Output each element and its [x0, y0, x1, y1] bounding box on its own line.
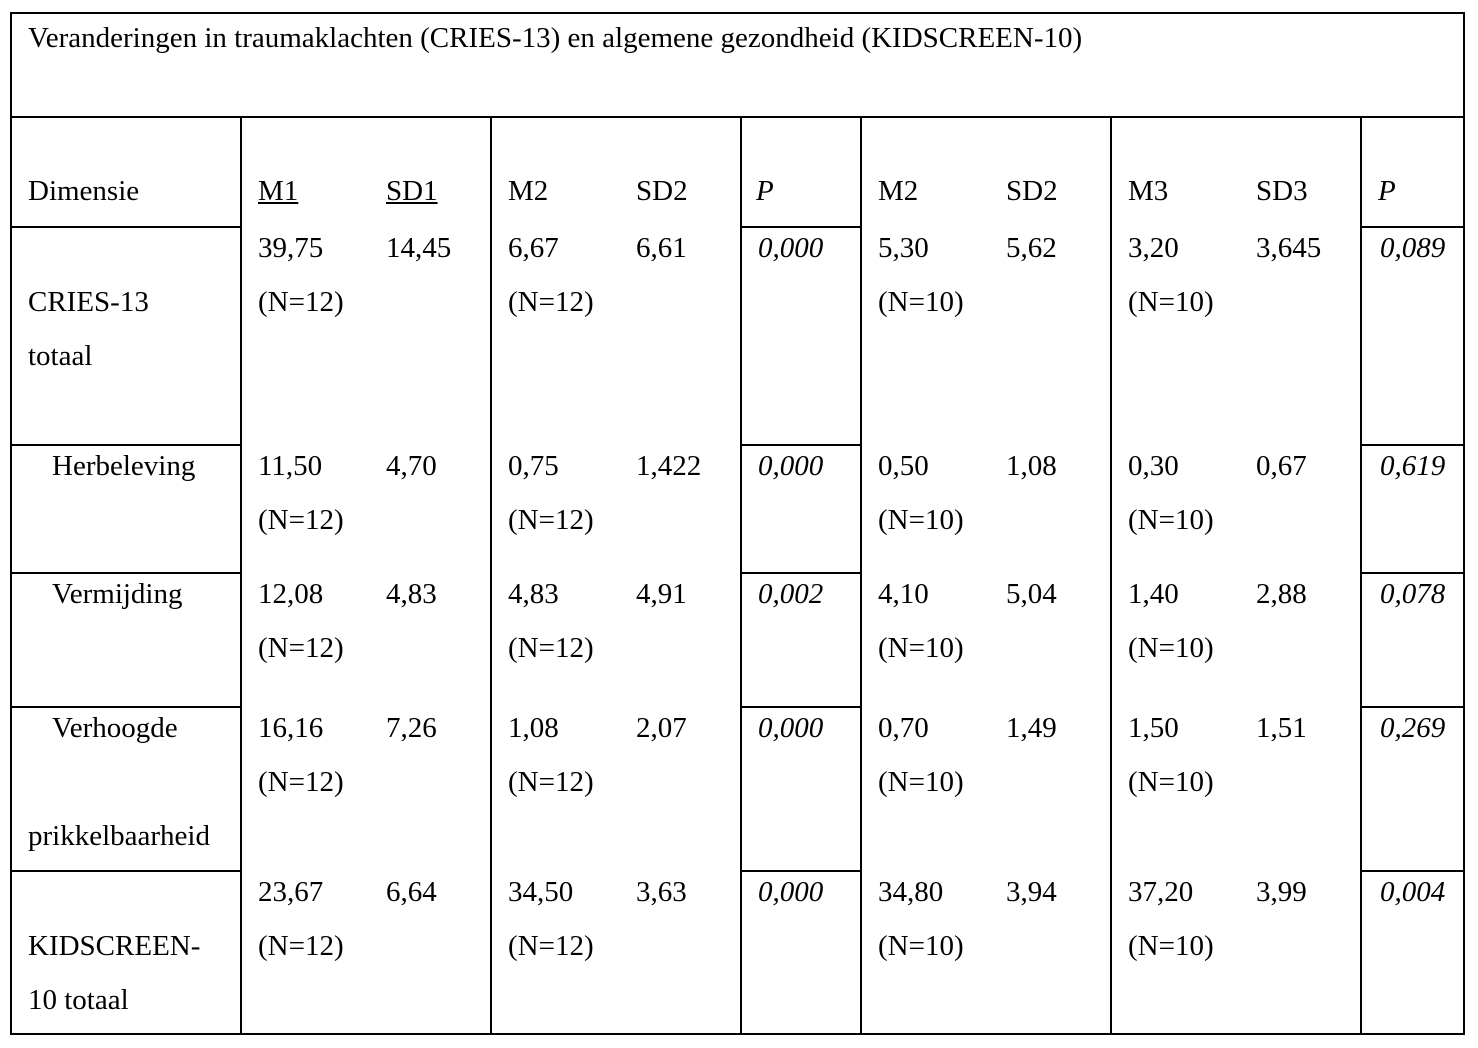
cell-m2: 6,67 (N=12)	[508, 232, 594, 318]
header-m2b: M2	[878, 175, 919, 207]
cell-m2b: 5,30 (N=10)	[878, 232, 964, 318]
cell-sd1: 7,26	[386, 712, 437, 744]
cell-sd3: 1,51	[1256, 712, 1307, 744]
header-sd2: SD2	[636, 175, 688, 207]
cell-sd2b: 5,04	[1006, 578, 1057, 610]
row-label: KIDSCREEN- 10 totaal	[28, 930, 201, 1016]
cell-m2: 1,08 (N=12)	[508, 712, 594, 798]
cell-p2: 0,089	[1380, 232, 1446, 264]
cell-m3: 1,40 (N=10)	[1128, 578, 1214, 664]
cell-sd2: 1,422	[636, 450, 702, 482]
cell-m3: 37,20 (N=10)	[1128, 876, 1214, 962]
cell-sd2b: 3,94	[1006, 876, 1057, 908]
cell-p1: 0,000	[758, 450, 824, 482]
cell-m2b: 34,80 (N=10)	[878, 876, 964, 962]
cell-sd1: 4,70	[386, 450, 437, 482]
row-label: CRIES-13 totaal	[28, 286, 149, 372]
column-divider	[860, 117, 862, 1035]
cell-sd1: 6,64	[386, 876, 437, 908]
cell-m1: 11,50 (N=12)	[258, 450, 344, 536]
cell-m2: 0,75 (N=12)	[508, 450, 594, 536]
column-divider	[1110, 117, 1112, 1035]
cell-sd2: 2,07	[636, 712, 687, 744]
column-divider	[240, 117, 242, 1035]
header-m2: M2	[508, 175, 549, 207]
cell-p2: 0,004	[1380, 876, 1446, 908]
cell-sd2b: 1,08	[1006, 450, 1057, 482]
row-label: Verhoogde	[52, 712, 178, 744]
column-divider	[740, 117, 742, 1035]
header-sd3: SD3	[1256, 175, 1308, 207]
cell-p2: 0,619	[1380, 450, 1446, 482]
cell-sd2: 6,61	[636, 232, 687, 264]
table-caption: Veranderingen in traumaklachten (CRIES-13) en algemene gezondheid (KIDSCREEN-10)	[10, 12, 1465, 118]
cell-sd1: 4,83	[386, 578, 437, 610]
column-divider	[1360, 117, 1362, 1035]
cell-sd1: 14,45	[386, 232, 452, 264]
cell-m2b: 0,50 (N=10)	[878, 450, 964, 536]
header-m1: M1	[258, 175, 299, 207]
row-label: Vermijding	[52, 578, 183, 610]
cell-m3: 0,30 (N=10)	[1128, 450, 1214, 536]
cell-sd3: 0,67	[1256, 450, 1307, 482]
cell-sd3: 2,88	[1256, 578, 1307, 610]
table-frame	[10, 12, 1465, 1035]
cell-sd2b: 1,49	[1006, 712, 1057, 744]
cell-sd2: 4,91	[636, 578, 687, 610]
header-sd2b: SD2	[1006, 175, 1058, 207]
cell-p1: 0,002	[758, 578, 824, 610]
cell-m2b: 0,70 (N=10)	[878, 712, 964, 798]
header-m3: M3	[1128, 175, 1169, 207]
cell-sd2b: 5,62	[1006, 232, 1057, 264]
header-sd1: SD1	[386, 175, 438, 207]
cell-p2: 0,078	[1380, 578, 1446, 610]
cell-m2b: 4,10 (N=10)	[878, 578, 964, 664]
cell-m1: 23,67 (N=12)	[258, 876, 344, 962]
cell-sd2: 3,63	[636, 876, 687, 908]
row-label-continued: prikkelbaarheid	[28, 820, 210, 852]
row-label: Herbeleving	[52, 450, 196, 482]
header-p2: P	[1378, 175, 1396, 207]
cell-m1: 12,08 (N=12)	[258, 578, 344, 664]
cell-m2: 4,83 (N=12)	[508, 578, 594, 664]
cell-p1: 0,000	[758, 232, 824, 264]
cell-sd3: 3,645	[1256, 232, 1322, 264]
header-dimensie: Dimensie	[28, 175, 140, 207]
cell-p2: 0,269	[1380, 712, 1446, 744]
column-divider	[490, 117, 492, 1035]
cell-m1: 39,75 (N=12)	[258, 232, 344, 318]
cell-m3: 1,50 (N=10)	[1128, 712, 1214, 798]
cell-m1: 16,16 (N=12)	[258, 712, 344, 798]
cell-p1: 0,000	[758, 712, 824, 744]
cell-sd3: 3,99	[1256, 876, 1307, 908]
cell-m3: 3,20 (N=10)	[1128, 232, 1214, 318]
cell-m2: 34,50 (N=12)	[508, 876, 594, 962]
cell-p1: 0,000	[758, 876, 824, 908]
header-p1: P	[756, 175, 774, 207]
